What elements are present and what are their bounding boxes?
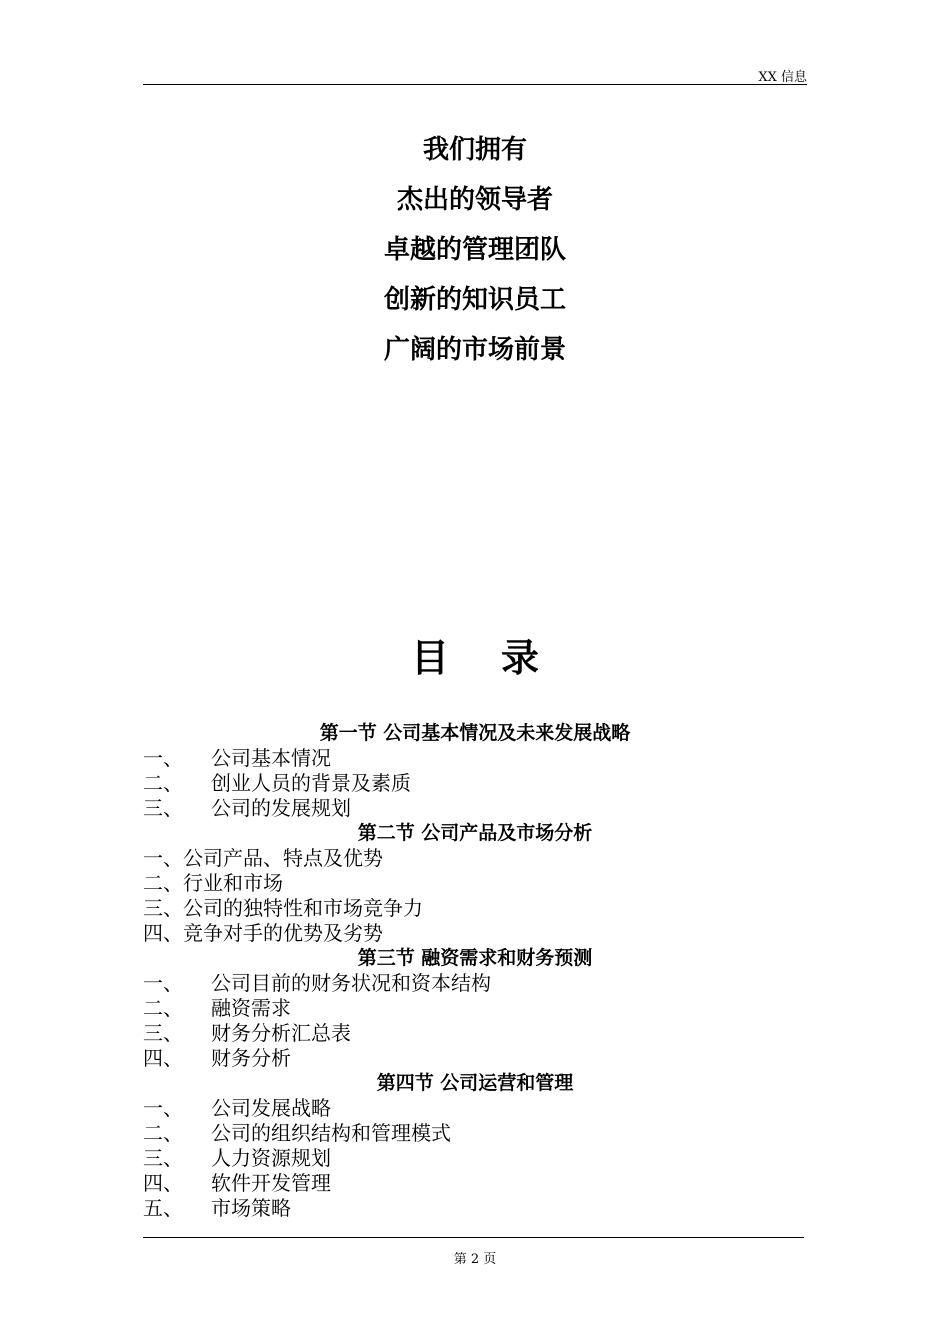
toc-item-number: 四、 — [143, 921, 183, 945]
toc-item[interactable] — [143, 1096, 807, 1121]
toc-title-part-1: 目 — [410, 636, 449, 680]
toc-item-label: 公司的独特性和市场竞争力 — [183, 896, 423, 920]
toc-item[interactable] — [143, 971, 807, 996]
toc-item[interactable] — [143, 871, 807, 896]
slogan-line-4: 创新的知识员工 — [383, 285, 566, 315]
toc-item-number: 一、 — [143, 971, 183, 995]
toc-item-label: 竞争对手的优势及劣势 — [183, 921, 383, 945]
toc-item-number: 二、 — [143, 996, 183, 1020]
toc-item[interactable] — [143, 1121, 807, 1146]
toc-item-number: 二、 — [143, 871, 183, 895]
toc-section-1-title[interactable]: 第一节 公司基本情况及未来发展战略 — [319, 722, 631, 744]
toc-item[interactable] — [143, 1146, 807, 1171]
toc-item-label: 公司的组织结构和管理模式 — [211, 1121, 451, 1145]
slogan-line-2: 杰出的领导者 — [396, 185, 553, 215]
toc-item-number: 三、 — [143, 896, 183, 920]
page-header-text: XX 信息 — [758, 70, 807, 85]
toc-item-number: 二、 — [143, 771, 183, 795]
toc-item[interactable] — [143, 746, 807, 771]
toc-item[interactable] — [143, 846, 807, 871]
toc-item-label: 人力资源规划 — [211, 1146, 331, 1170]
toc-item-label: 财务分析汇总表 — [211, 1021, 351, 1045]
table-of-contents — [143, 721, 807, 1221]
toc-section-3-title[interactable]: 第三节 融资需求和财务预测 — [357, 947, 593, 969]
toc-item-label: 公司目前的财务状况和资本结构 — [211, 971, 491, 995]
toc-section-4-title[interactable]: 第四节 公司运营和管理 — [376, 1072, 574, 1094]
toc-item-number: 五、 — [143, 1196, 183, 1220]
toc-item-label: 市场策略 — [211, 1196, 291, 1220]
toc-item[interactable] — [143, 1196, 807, 1221]
footer-divider — [143, 1237, 804, 1238]
toc-item[interactable] — [143, 1021, 807, 1046]
toc-item-number: 三、 — [143, 1021, 183, 1045]
toc-item[interactable] — [143, 996, 807, 1021]
toc-item-label: 公司发展战略 — [211, 1096, 331, 1120]
toc-item-number: 一、 — [143, 1096, 183, 1120]
toc-item-label: 融资需求 — [211, 996, 291, 1020]
toc-item-number: 三、 — [143, 1146, 183, 1170]
toc-title-part-2: 录 — [501, 636, 540, 680]
slogan-line-5: 广阔的市场前景 — [383, 335, 566, 365]
toc-item-number: 四、 — [143, 1171, 183, 1195]
toc-item[interactable] — [143, 796, 807, 821]
toc-item[interactable] — [143, 771, 807, 796]
header-divider — [143, 84, 807, 85]
toc-item-label: 财务分析 — [211, 1046, 291, 1070]
toc-section-2-title[interactable]: 第二节 公司产品及市场分析 — [357, 822, 593, 844]
toc-title — [0, 627, 950, 682]
toc-item-label: 公司产品、特点及优势 — [183, 846, 383, 870]
slogan-line-3: 卓越的管理团队 — [383, 235, 566, 265]
page-number: 第 2 页 — [453, 1252, 497, 1267]
toc-item-label: 软件开发管理 — [211, 1171, 331, 1195]
slogan-line-1: 我们拥有 — [422, 135, 527, 165]
toc-item[interactable] — [143, 921, 807, 946]
toc-item[interactable] — [143, 1171, 807, 1196]
toc-item-label: 创业人员的背景及素质 — [211, 771, 411, 795]
toc-item[interactable] — [143, 896, 807, 921]
toc-item-number: 一、 — [143, 746, 183, 770]
toc-item-number: 三、 — [143, 796, 183, 820]
toc-item-number: 一、 — [143, 846, 183, 870]
toc-item-number: 四、 — [143, 1046, 183, 1070]
toc-item-number: 二、 — [143, 1121, 183, 1145]
toc-item-label: 公司的发展规划 — [211, 796, 351, 820]
toc-item-label: 行业和市场 — [183, 871, 283, 895]
toc-item[interactable] — [143, 1046, 807, 1071]
toc-item-label: 公司基本情况 — [211, 746, 331, 770]
